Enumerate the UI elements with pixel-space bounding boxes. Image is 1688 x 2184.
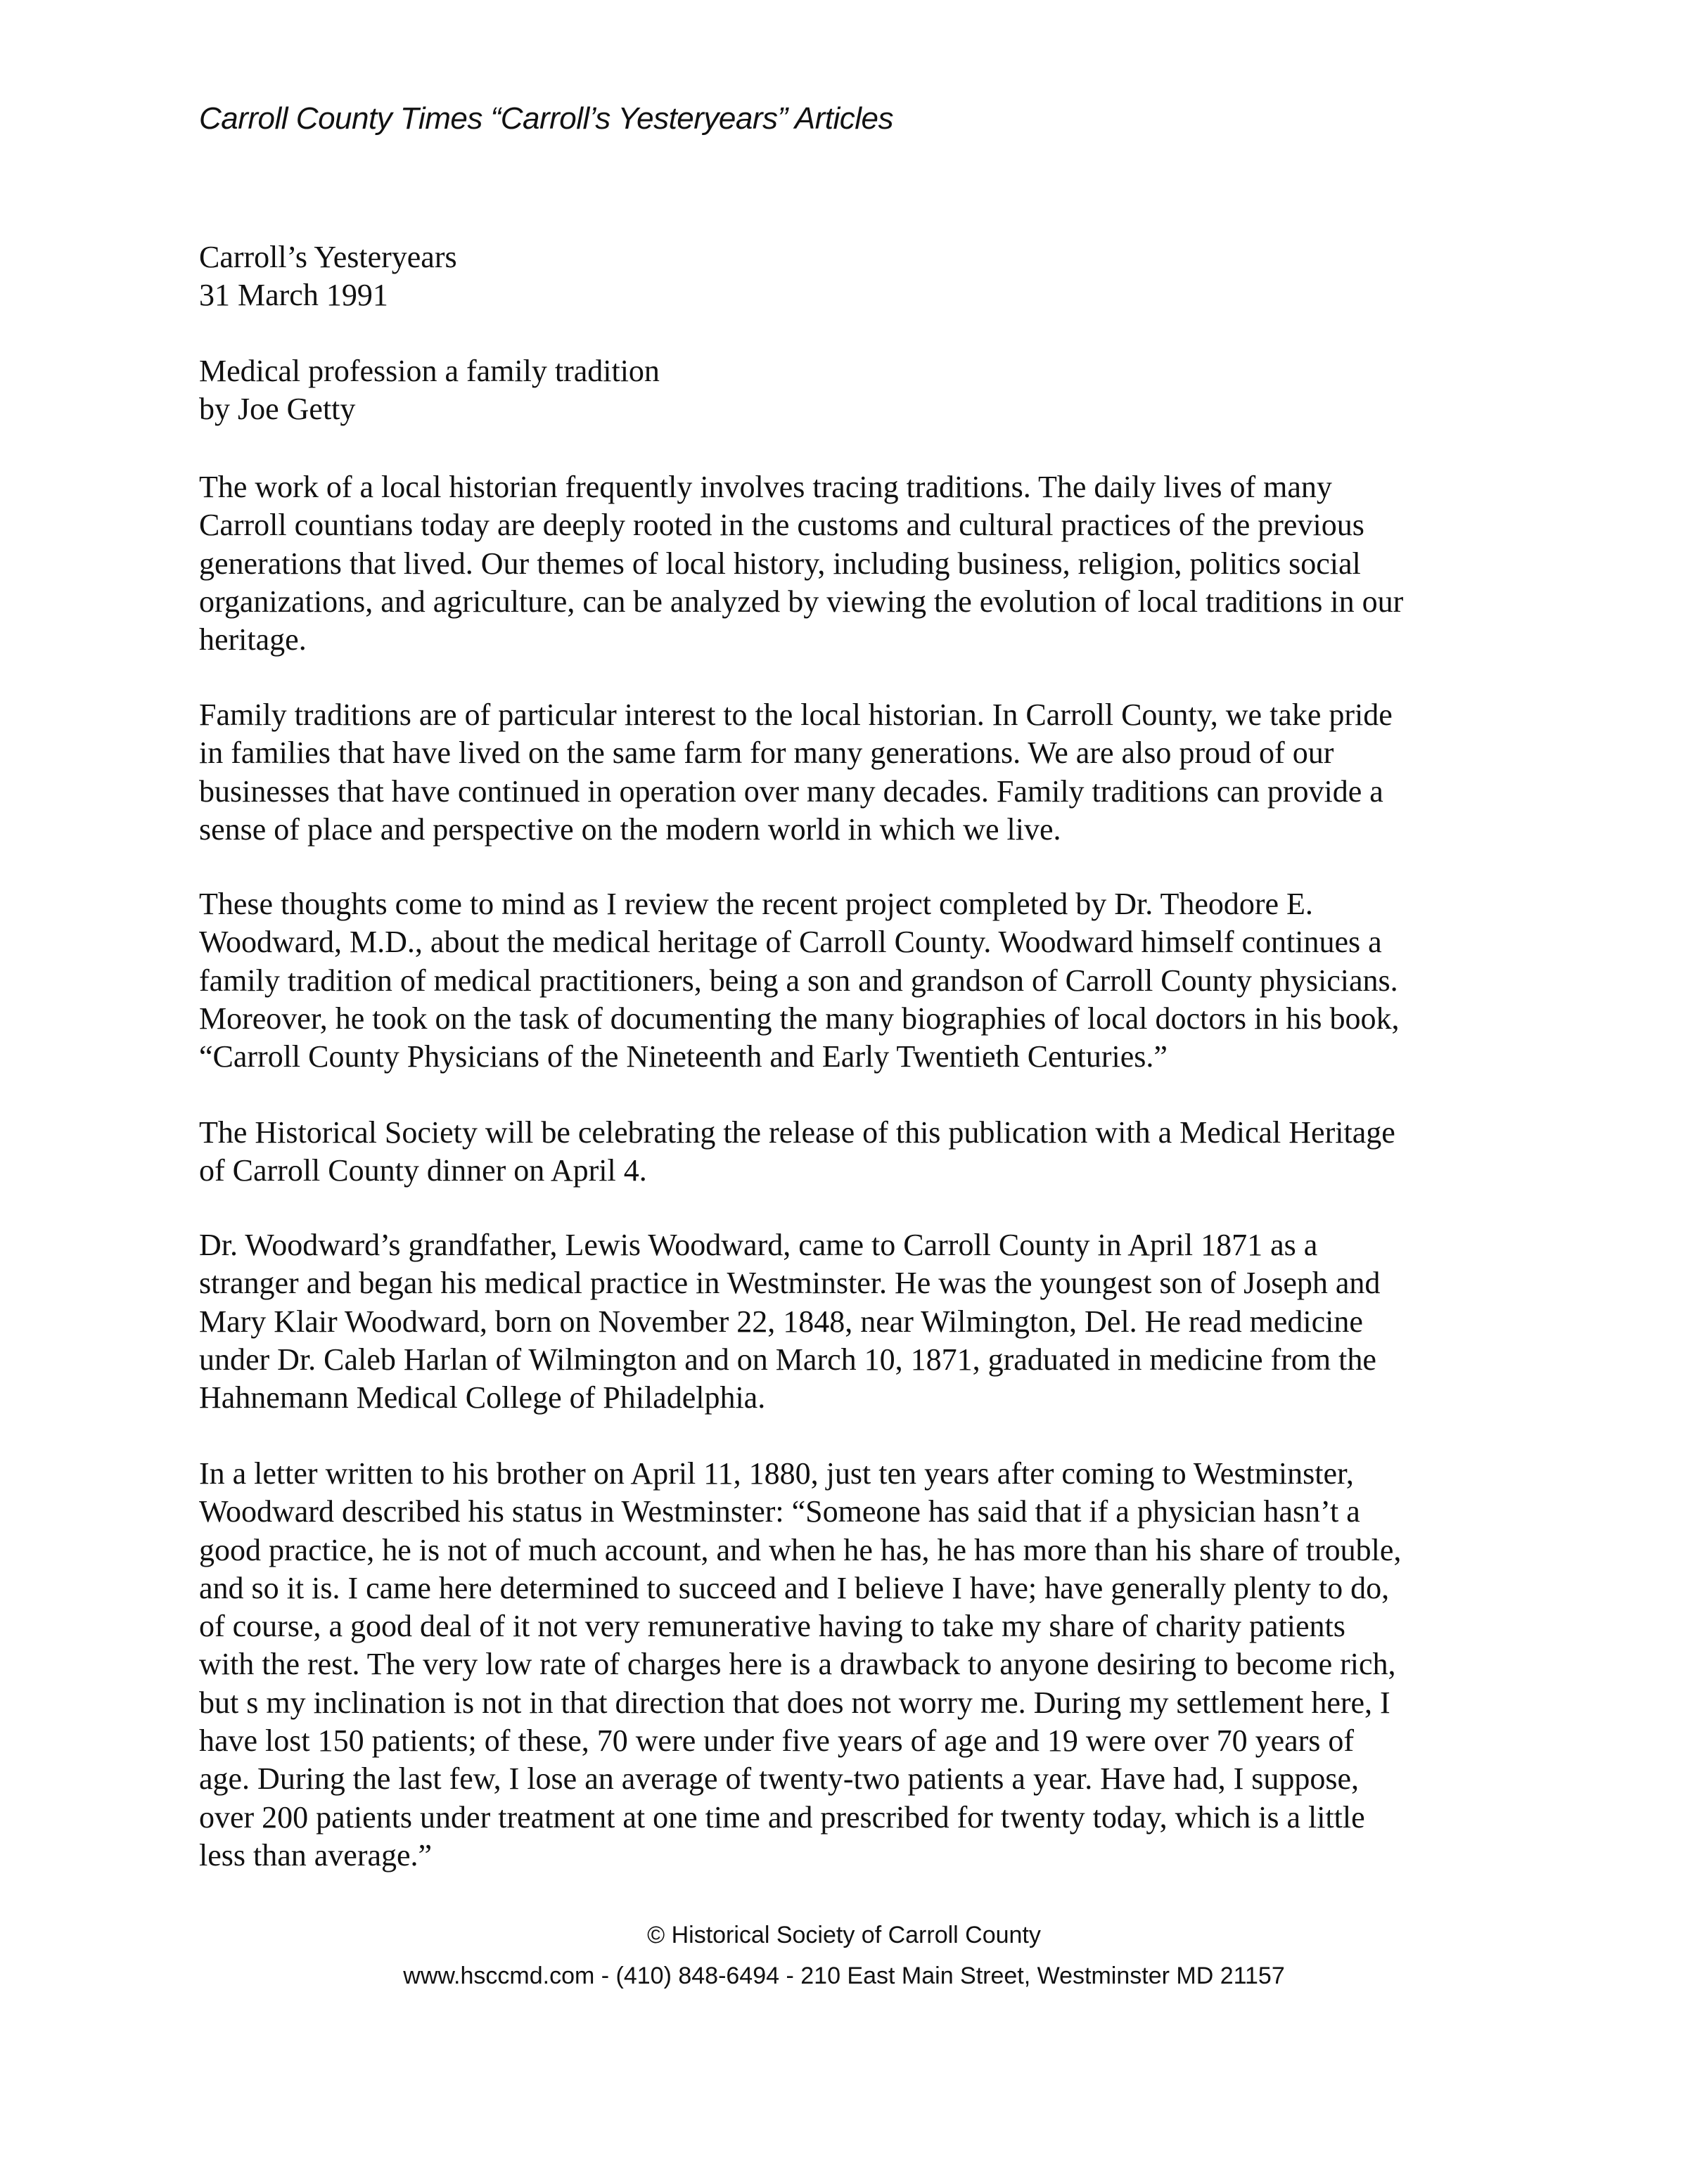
paragraph-line: stranger and began his medical practice in Westminster. He was the youngest son of Joseph and bbox=[199, 1266, 1381, 1301]
paragraph-line: less than average.” bbox=[199, 1837, 433, 1873]
paragraph-line: Carroll countians today are deeply rooted in the customs and cultural practices of the previous bbox=[199, 508, 1364, 543]
paragraph-line: over 200 patients under treatment at one time and prescribed for twenty today, which is a little bbox=[199, 1799, 1365, 1835]
paragraph-line: These thoughts come to mind as I review the recent project completed by Dr. Theodore E. bbox=[199, 887, 1313, 921]
paragraph-line: Mary Klair Woodward, born on November 22, 1848, near Wilmington, Del. He read medicine bbox=[199, 1304, 1363, 1339]
paragraph bbox=[199, 1455, 1401, 1875]
paragraph-line: Moreover, he took on the task of documenting the many biographies of local doctors in his book, bbox=[199, 1001, 1400, 1036]
paragraph-line: age. During the last few, I lose an average of twenty-two patients a year. Have had, I suppose, bbox=[199, 1761, 1360, 1797]
paragraph-line: The work of a local historian frequently involves tracing traditions. The daily lives of many bbox=[199, 470, 1332, 504]
footer-copyright: © Historical Society of Carroll County bbox=[647, 1922, 1041, 1948]
document-header-title: Carroll County Times “Carroll’s Yesteryears” Articles bbox=[199, 101, 894, 136]
paragraph-line: sense of place and perspective on the modern world in which we live. bbox=[199, 811, 1061, 847]
paragraph-line: of Carroll County dinner on April 4. bbox=[199, 1153, 647, 1188]
paragraph-line: businesses that have continued in operation over many decades. Family traditions can provide a bbox=[199, 773, 1383, 809]
paragraph-line: Woodward described his status in Westminster: “Someone has said that if a physician hasn’t a bbox=[199, 1494, 1360, 1529]
paragraph-line: in families that have lived on the same farm for many generations. We are also proud of our bbox=[199, 736, 1334, 771]
paragraph bbox=[199, 1114, 1395, 1190]
paragraph-line: under Dr. Caleb Harlan of Wilmington and on March 10, 1871, graduated in medicine from the bbox=[199, 1342, 1376, 1377]
column-name: Carroll’s Yesteryears bbox=[199, 240, 457, 274]
paragraph-line: In a letter written to his brother on April 11, 1880, just ten years after coming to Westminster, bbox=[199, 1456, 1354, 1491]
article-heading bbox=[199, 352, 660, 429]
paragraph-line: The Historical Society will be celebrating the release of this publication with a Medical Heritage bbox=[199, 1115, 1395, 1150]
paragraph bbox=[199, 885, 1400, 1076]
paragraph bbox=[199, 1226, 1380, 1417]
paragraph-line: and so it is. I came here determined to succeed and I believe I have; have generally plenty to do, bbox=[199, 1570, 1390, 1605]
paragraph-line: family tradition of medical practitioners, being a son and grandson of Carroll County physicians. bbox=[199, 963, 1398, 998]
publication-date: 31 March 1991 bbox=[199, 278, 388, 313]
paragraph-line: with the rest. The very low rate of charges here is a drawback to anyone desiring to become rich, bbox=[199, 1647, 1396, 1682]
paragraph-line: Family traditions are of particular interest to the local historian. In Carroll County, we take pride bbox=[199, 698, 1393, 732]
byline: by Joe Getty bbox=[199, 392, 356, 427]
paragraph-line: generations that lived. Our themes of local history, including business, religion, politics social bbox=[199, 546, 1361, 581]
paragraph-line: of course, a good deal of it not very remunerative having to take my share of charity patients bbox=[199, 1609, 1345, 1644]
paragraph-line: organizations, and agriculture, can be analyzed by viewing the evolution of local traditions in our bbox=[199, 584, 1404, 619]
paragraph-line: Hahnemann Medical College of Philadelphia. bbox=[199, 1380, 766, 1415]
article-meta bbox=[199, 238, 457, 315]
paragraph-line: Dr. Woodward’s grandfather, Lewis Woodward, came to Carroll County in April 1871 as a bbox=[199, 1228, 1318, 1262]
paragraph-line: “Carroll County Physicians of the Nineteenth and Early Twentieth Centuries.” bbox=[199, 1039, 1168, 1074]
paragraph-line: but s my inclination is not in that direction that does not worry me. During my settlement here, I bbox=[199, 1685, 1390, 1720]
paragraph-line: heritage. bbox=[199, 622, 307, 657]
paragraph-line: have lost 150 patients; of these, 70 were under five years of age and 19 were over 70 years of bbox=[199, 1723, 1355, 1759]
paragraph-line: Woodward, M.D., about the medical heritage of Carroll County. Woodward himself continues a bbox=[199, 925, 1382, 960]
paragraph-line: good practice, he is not of much account, and when he has, he has more than his share of trouble, bbox=[199, 1532, 1402, 1567]
paragraph bbox=[199, 696, 1393, 849]
footer-contact: www.hsccmd.com - (410) 848-6494 - 210 East Main Street, Westminster MD 21157 bbox=[403, 1963, 1285, 1989]
paragraph bbox=[199, 468, 1403, 659]
headline: Medical profession a family tradition bbox=[199, 354, 660, 388]
